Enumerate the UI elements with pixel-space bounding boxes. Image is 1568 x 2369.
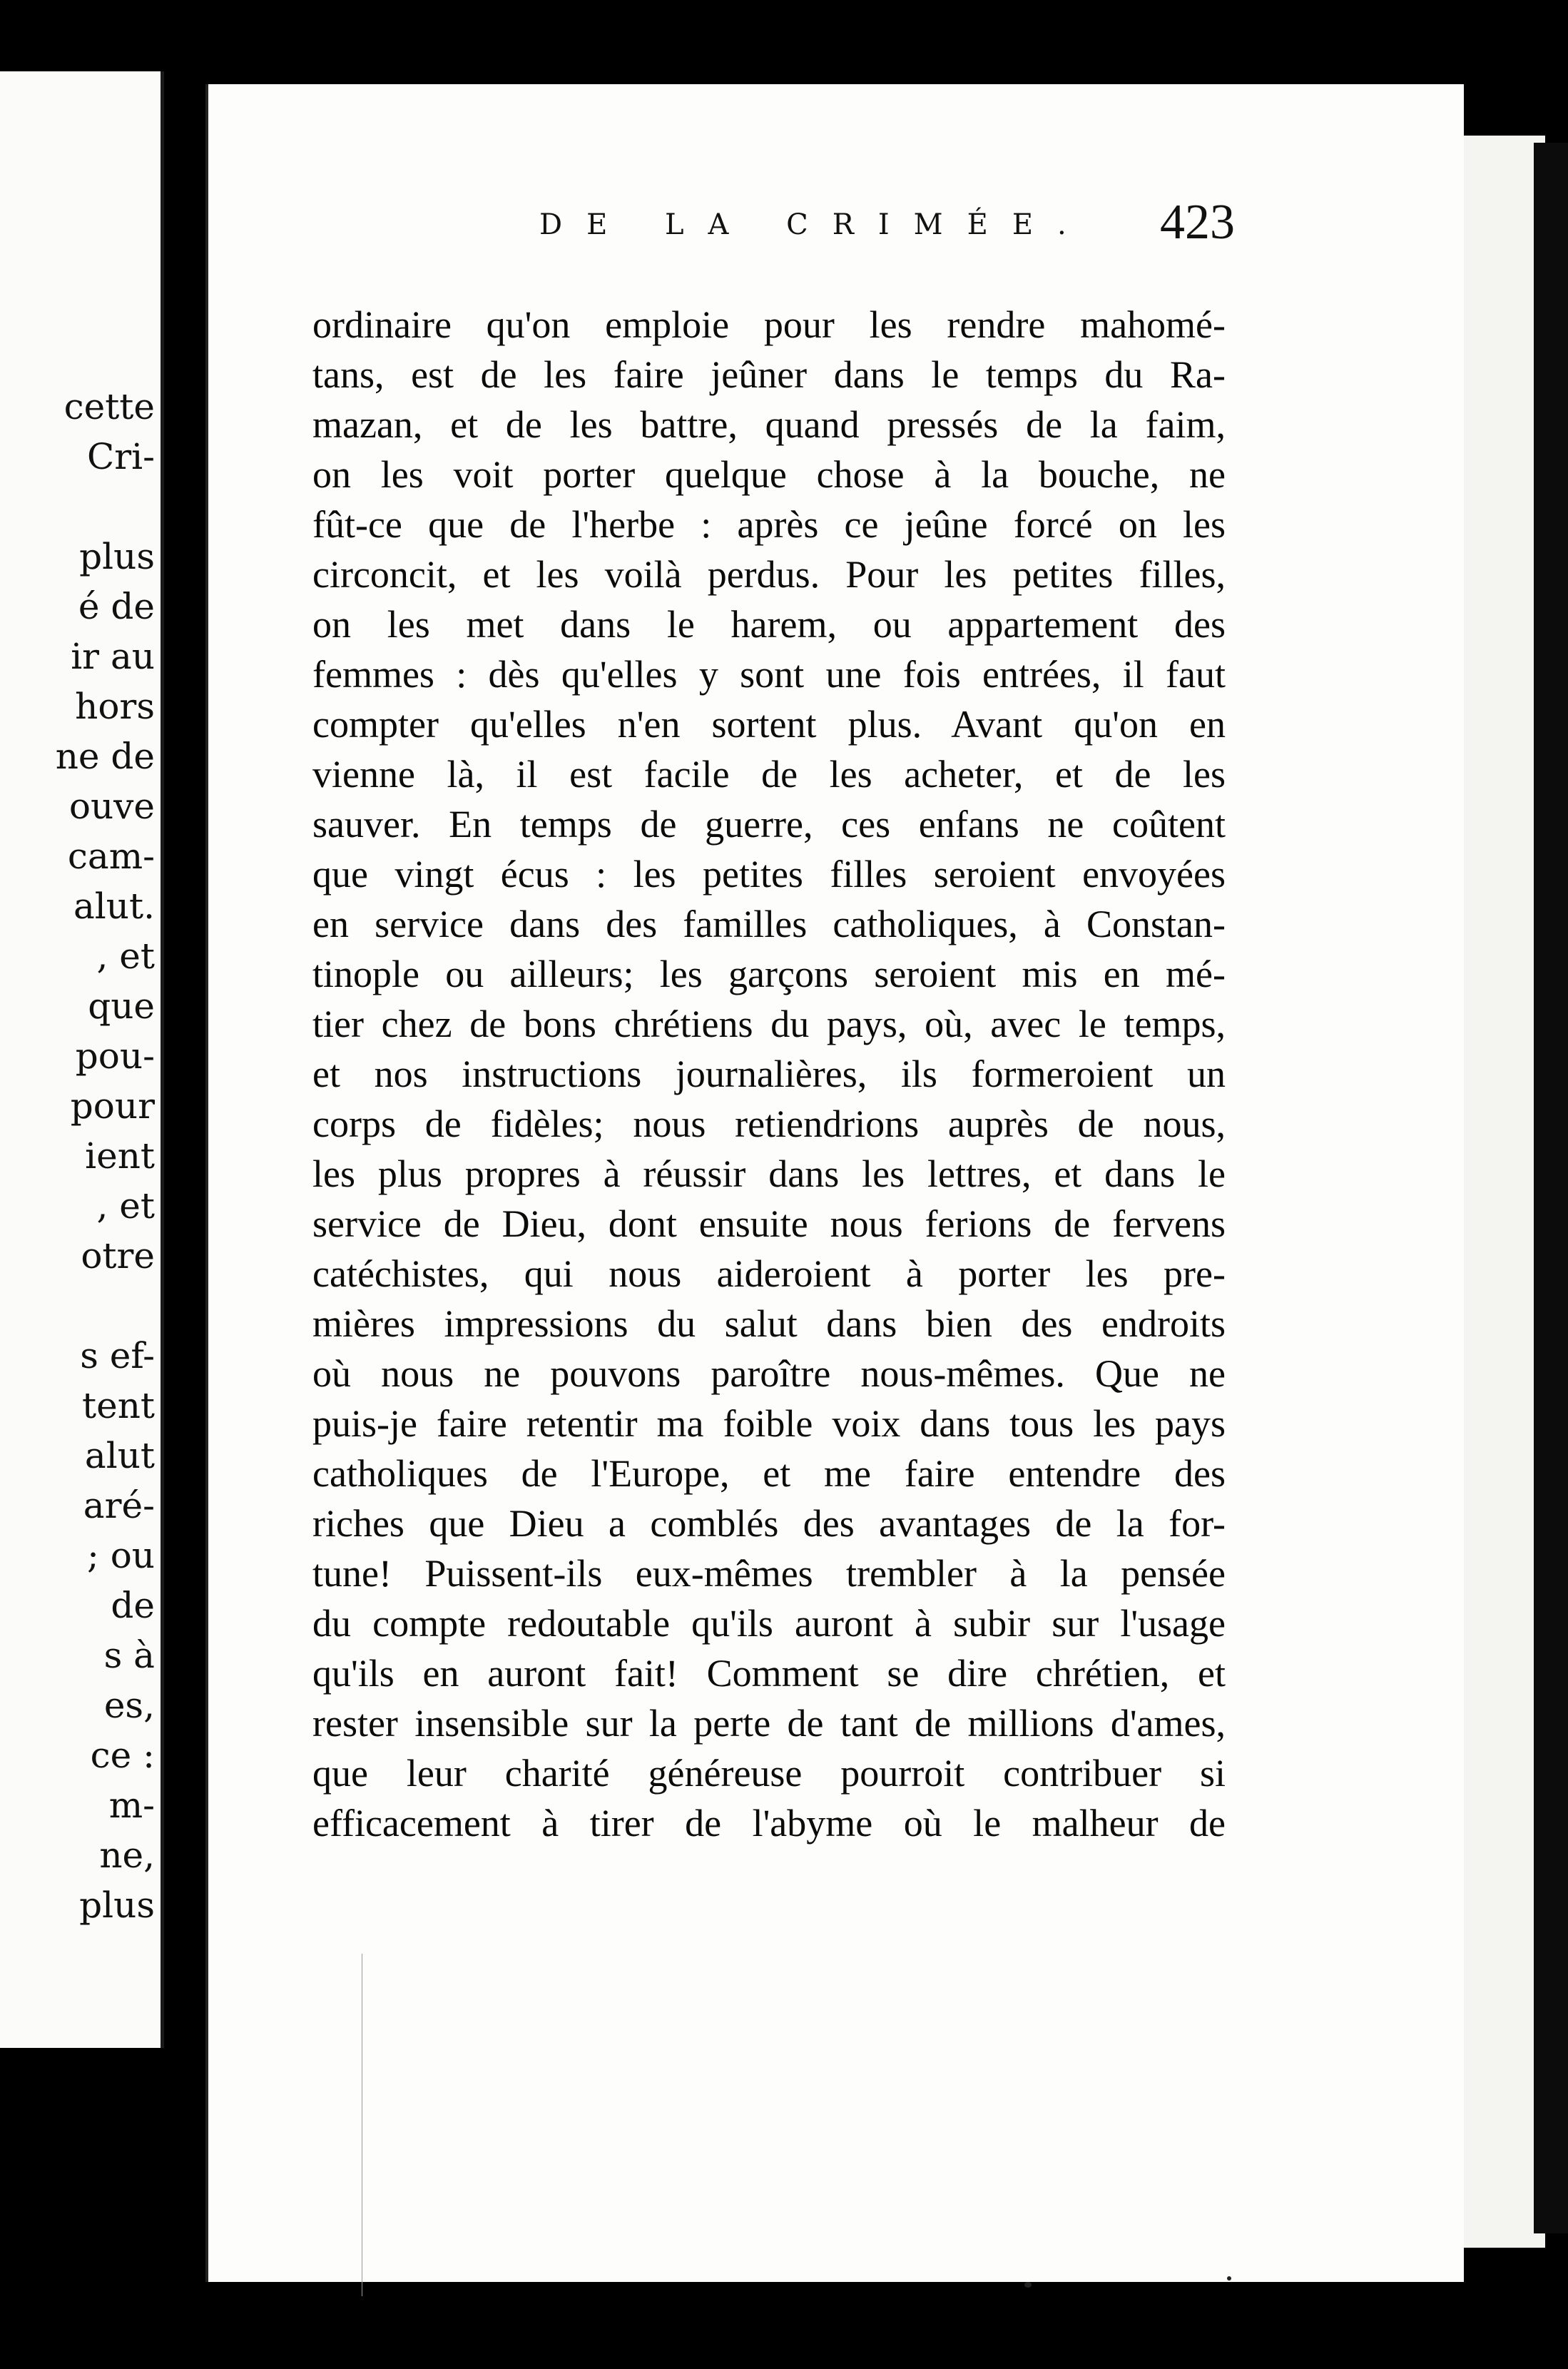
- next-page-edge: [1455, 136, 1545, 2248]
- left-page-line: alut.: [73, 886, 155, 927]
- left-page-line: ne de: [55, 736, 155, 777]
- text-line: et nos instructions journalières, ils formeroient un: [312, 1052, 1226, 1095]
- left-page-line: que: [88, 985, 155, 1027]
- text-line: femmes : dès qu'elles y sont une fois entrées, il faut: [312, 653, 1226, 696]
- left-page-line: ouve: [68, 786, 155, 827]
- text-line: que leur charité généreuse pourroit contribuer si: [312, 1752, 1226, 1795]
- left-page-line: m-: [108, 1785, 155, 1826]
- left-page-line: s ef-: [80, 1335, 155, 1376]
- scan-speck: [1024, 2282, 1032, 2288]
- left-page-line: de: [111, 1585, 155, 1626]
- text-line: corps de fidèles; nous retiendrions auprès de nous,: [312, 1102, 1226, 1145]
- left-page-line: es,: [103, 1685, 155, 1726]
- page-number: 423: [1160, 195, 1235, 250]
- text-line: rester insensible sur la perte de tant de millions d'ames,: [312, 1702, 1226, 1745]
- text-line: du compte redoutable qu'ils auront à subir sur l'usage: [312, 1602, 1226, 1645]
- text-line: tune! Puissent-ils eux-mêmes trembler à la pensée: [312, 1552, 1226, 1595]
- text-line: service de Dieu, dont ensuite nous ferions de fervens: [312, 1202, 1226, 1245]
- left-page-line: otre: [81, 1235, 155, 1277]
- text-line: catéchistes, qui nous aideroient à porter les pre-: [312, 1252, 1226, 1295]
- left-page-line: hors: [75, 686, 155, 727]
- text-line: tinople ou ailleurs; les garçons seroient mis en mé-: [312, 953, 1226, 995]
- left-page-fragment: [0, 71, 164, 2048]
- left-page-line: cette: [63, 386, 155, 427]
- left-page-line: ce :: [90, 1735, 155, 1776]
- left-page-line: ne,: [99, 1835, 155, 1876]
- text-line: catholiques de l'Europe, et me faire entendre des: [312, 1452, 1226, 1495]
- left-page-line: plus: [79, 1884, 155, 1926]
- left-page-line: alut: [84, 1435, 155, 1476]
- text-line: tans, est de les faire jeûner dans le temps du Ra-: [312, 353, 1226, 396]
- text-line: vienne là, il est facile de les acheter, et de les: [312, 753, 1226, 796]
- left-page-line: Cri-: [86, 436, 155, 477]
- text-line: que vingt écus : les petites filles seroient envoyées: [312, 853, 1226, 896]
- text-line: mazan, et de les battre, quand pressés de la faim,: [312, 403, 1226, 446]
- left-page-line: ient: [85, 1135, 155, 1177]
- left-page-line: pou-: [75, 1035, 155, 1077]
- text-line: on les voit porter quelque chose à la bouche, ne: [312, 453, 1226, 496]
- left-page-line: é de: [78, 586, 155, 627]
- text-line: on les met dans le harem, ou appartement des: [312, 603, 1226, 646]
- left-page-line: , et: [96, 1185, 155, 1227]
- left-page-line: tent: [82, 1385, 155, 1426]
- left-page-line: ir au: [71, 636, 155, 677]
- scan-border: [1534, 143, 1568, 2233]
- running-title: DE LA CRIMÉE.: [539, 208, 1091, 241]
- text-line: fût-ce que de l'herbe : après ce jeûne forcé on les: [312, 503, 1226, 546]
- left-page-line: pour: [70, 1085, 155, 1127]
- left-page-line: , et: [96, 935, 155, 977]
- page-body: [312, 300, 1226, 1848]
- left-page-line: ; ou: [86, 1535, 155, 1576]
- text-line: riches que Dieu a comblés des avantages de la for-: [312, 1502, 1226, 1545]
- text-line: en service dans des familles catholiques, à Constan-: [312, 903, 1226, 945]
- text-line: tier chez de bons chrétiens du pays, où, avec le temps,: [312, 1003, 1226, 1045]
- text-line: mières impressions du salut dans bien des endroits: [312, 1302, 1226, 1345]
- text-line: compter qu'elles n'en sortent plus. Avant qu'on en: [312, 703, 1226, 746]
- scan-speck: [1227, 2276, 1231, 2281]
- text-line: sauver. En temps de guerre, ces enfans ne coûtent: [312, 803, 1226, 846]
- text-line: puis-je faire retentir ma foible voix dans tous les pays: [312, 1402, 1226, 1445]
- text-line: où nous ne pouvons paroître nous-mêmes. Que ne: [312, 1352, 1226, 1395]
- text-line: ordinaire qu'on emploie pour les rendre mahomé-: [312, 303, 1226, 346]
- running-header: [347, 178, 1274, 257]
- left-page-line: s à: [103, 1635, 155, 1676]
- left-page-line: plus: [79, 536, 155, 577]
- left-page-line: aré-: [83, 1485, 155, 1526]
- text-line: efficacement à tirer de l'abyme où le malheur de: [312, 1802, 1226, 1845]
- text-line: qu'ils en auront fait! Comment se dire chrétien, et: [312, 1652, 1226, 1695]
- left-page-line: cam-: [67, 836, 155, 877]
- text-line: les plus propres à réussir dans les lettres, et dans le: [312, 1152, 1226, 1195]
- text-line: circoncit, et les voilà perdus. Pour les petites filles,: [312, 553, 1226, 596]
